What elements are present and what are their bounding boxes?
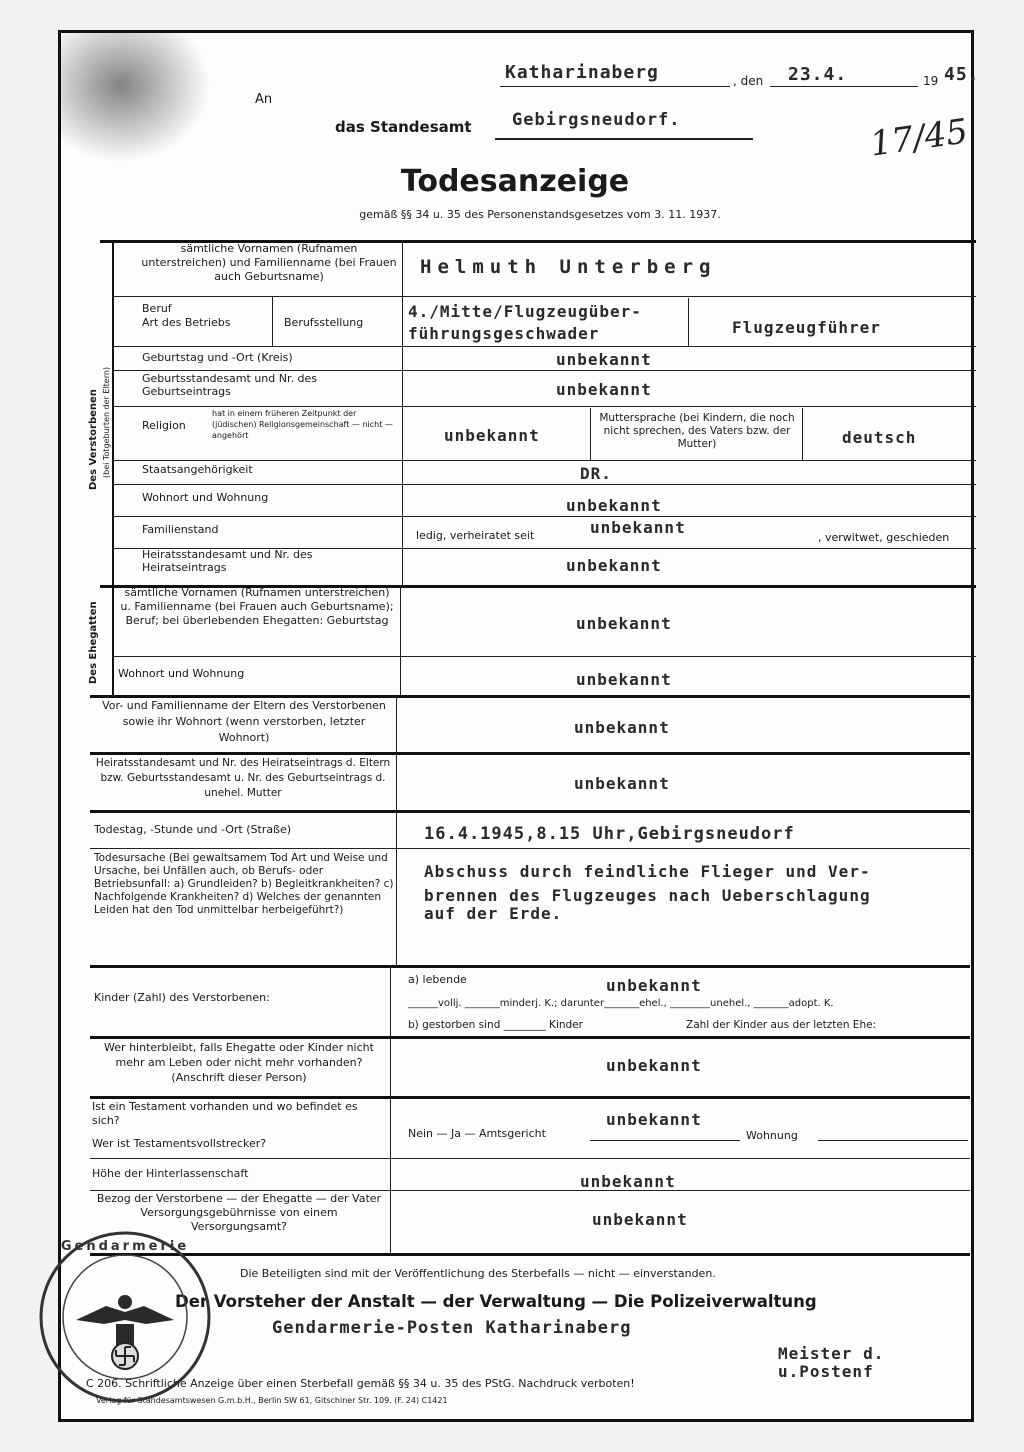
wohnort-value: unbekannt (566, 496, 662, 515)
todestag-value: 16.4.1945,8.15 Uhr,Gebirgsneudorf (424, 824, 795, 844)
form-note: C 206. Schriftliche Anzeige über einen Sterbefall gemäß §§ 34 u. 35 des PStG. Nachdruck verboten! (86, 1377, 635, 1390)
signature-line-2: u.Postenf (778, 1362, 874, 1381)
testament-label-1: Ist ein Testament vorhanden und wo befindet es sich? (92, 1100, 358, 1127)
beruf-value-2: führungsgeschwader (408, 324, 600, 343)
section-label-deceased-sub: (bei Totgeburten der Eltern) (102, 366, 111, 478)
religion-value: unbekannt (444, 426, 540, 445)
ursache-line-3: auf der Erde. (424, 904, 563, 923)
familienstand-print-1: ledig, verheiratet seit (416, 529, 535, 542)
stamp-text: Gendarmerie (60, 1239, 190, 1254)
spouse-wohnort-label: Wohnort und Wohnung (118, 667, 245, 680)
geburtstag-label: Geburtstag und -Ort (Kreis) (142, 351, 293, 364)
children-b-right: Zahl der Kinder aus der letzten Ehe: (686, 1019, 877, 1031)
an-label: An (255, 92, 273, 107)
scan-blotch (61, 33, 211, 163)
testament-print-1: Nein — Ja — Amtsgericht (408, 1127, 546, 1140)
children-a-line: ______vollj. _______minderj. K.; darunter_______ehel., ________unehel., _______adopt. K. (408, 998, 834, 1009)
muttersprache-value: deutsch (842, 428, 917, 447)
spouse-wohnort-value: unbekannt (576, 670, 672, 689)
children-a-label: a) lebende (408, 973, 467, 986)
parents-heirat-value: unbekannt (574, 774, 670, 793)
religion-note: hat in einem früheren Zeitpunkt der (jüdischen) Religionsgemeinschaft — nicht — angehört (212, 409, 393, 440)
familienstand-label: Familienstand (142, 523, 219, 536)
consent-text: Die Beteiligten sind mit der Veröffentlichung des Sterbefalls — nicht — einverstanden. (240, 1267, 716, 1280)
beruf-value-1: 4./Mitte/Flugzeugüber- (408, 302, 642, 321)
pension-label: Bezog der Verstorbene — der Ehegatte — der Vater Versorgungsgebührnisse von einem Versorgungsamt? (96, 1192, 382, 1233)
form-subtitle: gemäß §§ 34 u. 35 des Personenstandsgesetzes vom 3. 11. 1937. (359, 208, 721, 221)
date-value: 23.4. (788, 64, 848, 85)
staatsangehoerigkeit-label: Staatsangehörigkeit (142, 463, 253, 476)
staatsangehoerigkeit-value: DR. (580, 464, 612, 483)
vorsteher-text: Der Vorsteher der Anstalt — der Verwaltung — Die Polizeiverwaltung (175, 1292, 817, 1311)
berufsstellung-label: Berufsstellung (284, 316, 364, 329)
testament-print-2: Wohnung (746, 1129, 798, 1142)
official-stamp (36, 1228, 214, 1406)
geburtsstandesamt-label: Geburtsstandesamt und Nr. des Geburtseintrags (142, 372, 317, 398)
wohnort-label: Wohnort und Wohnung (142, 491, 269, 504)
ursache-label: Todesursache (Bei gewaltsamem Tod Art und Weise und Ursache, bei Unfällen auch, ob Berufs- oder Betriebsunfall: a) Grundleiden? b) Begleitkrankheiten? c) Nachfolgende Krankheiten? d) Welches der genannten Leiden hat den Tod unmittelbar herbeigeführt?) (94, 852, 394, 916)
parents-heirat-label: Heiratsstandesamt und Nr. des Heiratseintrags d. Eltern bzw. Geburtsstandesamt u. Nr. des Geburtseintrags d. unehel. Mutter (95, 757, 391, 799)
section-label-deceased: Des Verstorbenen (88, 389, 99, 490)
spouse-name-label: sämtliche Vornamen (Rufnamen unterstreichen) u. Familienname (bei Frauen auch Geburtsname); Beruf; bei überlebenden Ehegatten: Geburtstag (120, 586, 394, 627)
estate-value: unbekannt (580, 1172, 676, 1191)
survivors-value: unbekannt (606, 1056, 702, 1075)
religion-label: Religion (142, 419, 186, 432)
testament-value: unbekannt (606, 1110, 702, 1129)
posten-text: Gendarmerie-Posten Katharinaberg (272, 1318, 632, 1338)
signature-line-1: Meister d. (778, 1344, 885, 1363)
parents-names-value: unbekannt (574, 718, 670, 737)
spouse-name-value: unbekannt (576, 614, 672, 633)
testament-label-2: Wer ist Testamentsvollstrecker? (92, 1137, 267, 1150)
parents-names-label: Vor- und Familienname der Eltern des Verstorbenen sowie ihr Wohnort (wenn verstorben, letzter Wohnort) (102, 699, 386, 744)
children-label: Kinder (Zahl) des Verstorbenen: (94, 991, 270, 1004)
den-label: , den (733, 74, 764, 88)
muttersprache-label: Muttersprache (bei Kindern, die noch nicht sprechen, des Vaters bzw. der Mutter) (599, 412, 795, 450)
pension-value: unbekannt (592, 1210, 688, 1229)
year-value: 45. (944, 64, 980, 85)
ursache-line-1: Abschuss durch feindliche Flieger und Ver- (424, 862, 871, 881)
ursache-line-2: brennen des Flugzeuges nach Ueberschlagung (424, 886, 871, 905)
year-prefix: 19 (923, 74, 939, 88)
place-value: Katharinaberg (505, 62, 659, 83)
survivors-label: Wer hinterbleibt, falls Ehegatte oder Kinder nicht mehr am Leben oder nicht mehr vorhanden? (Anschrift dieser Person) (104, 1041, 374, 1084)
heiratsstandesamt-label: Heiratsstandesamt und Nr. des Heiratseintrags (142, 548, 313, 574)
deceased-name-value: Helmuth Unterberg (420, 256, 717, 278)
publisher-note: Verlag für Standesamtswesen G.m.b.H., Berlin SW 61, Gitschiner Str. 109. (F. 24) C1421 (96, 1396, 448, 1405)
todestag-label: Todestag, -Stunde und -Ort (Straße) (94, 823, 292, 836)
familienstand-value: unbekannt (590, 518, 686, 537)
standesamt-label: das Standesamt (335, 118, 472, 136)
heiratsstandesamt-value: unbekannt (566, 556, 662, 575)
form-title: Todesanzeige (400, 164, 630, 199)
standesamt-value: Gebirgsneudorf. (512, 110, 681, 130)
registration-number: 17/45 (867, 111, 971, 165)
estate-label: Höhe der Hinterlassenschaft (92, 1167, 249, 1180)
familienstand-print-2: , verwitwet, geschieden (818, 531, 950, 544)
geburtstag-value: unbekannt (556, 350, 652, 369)
berufsstellung-value: Flugzeugführer (732, 318, 881, 337)
section-label-spouse: Des Ehegatten (88, 601, 99, 684)
children-b-label: b) gestorben sind ________ Kinder (408, 1019, 583, 1031)
children-a-value: unbekannt (606, 976, 702, 995)
beruf-label: Beruf Art des Betriebs (142, 302, 231, 329)
deceased-name-label: sämtliche Vornamen (Rufnamen unterstreichen) und Familienname (bei Frauen auch Geburtsname) (141, 242, 397, 283)
geburtsstandesamt-value: unbekannt (556, 380, 652, 399)
